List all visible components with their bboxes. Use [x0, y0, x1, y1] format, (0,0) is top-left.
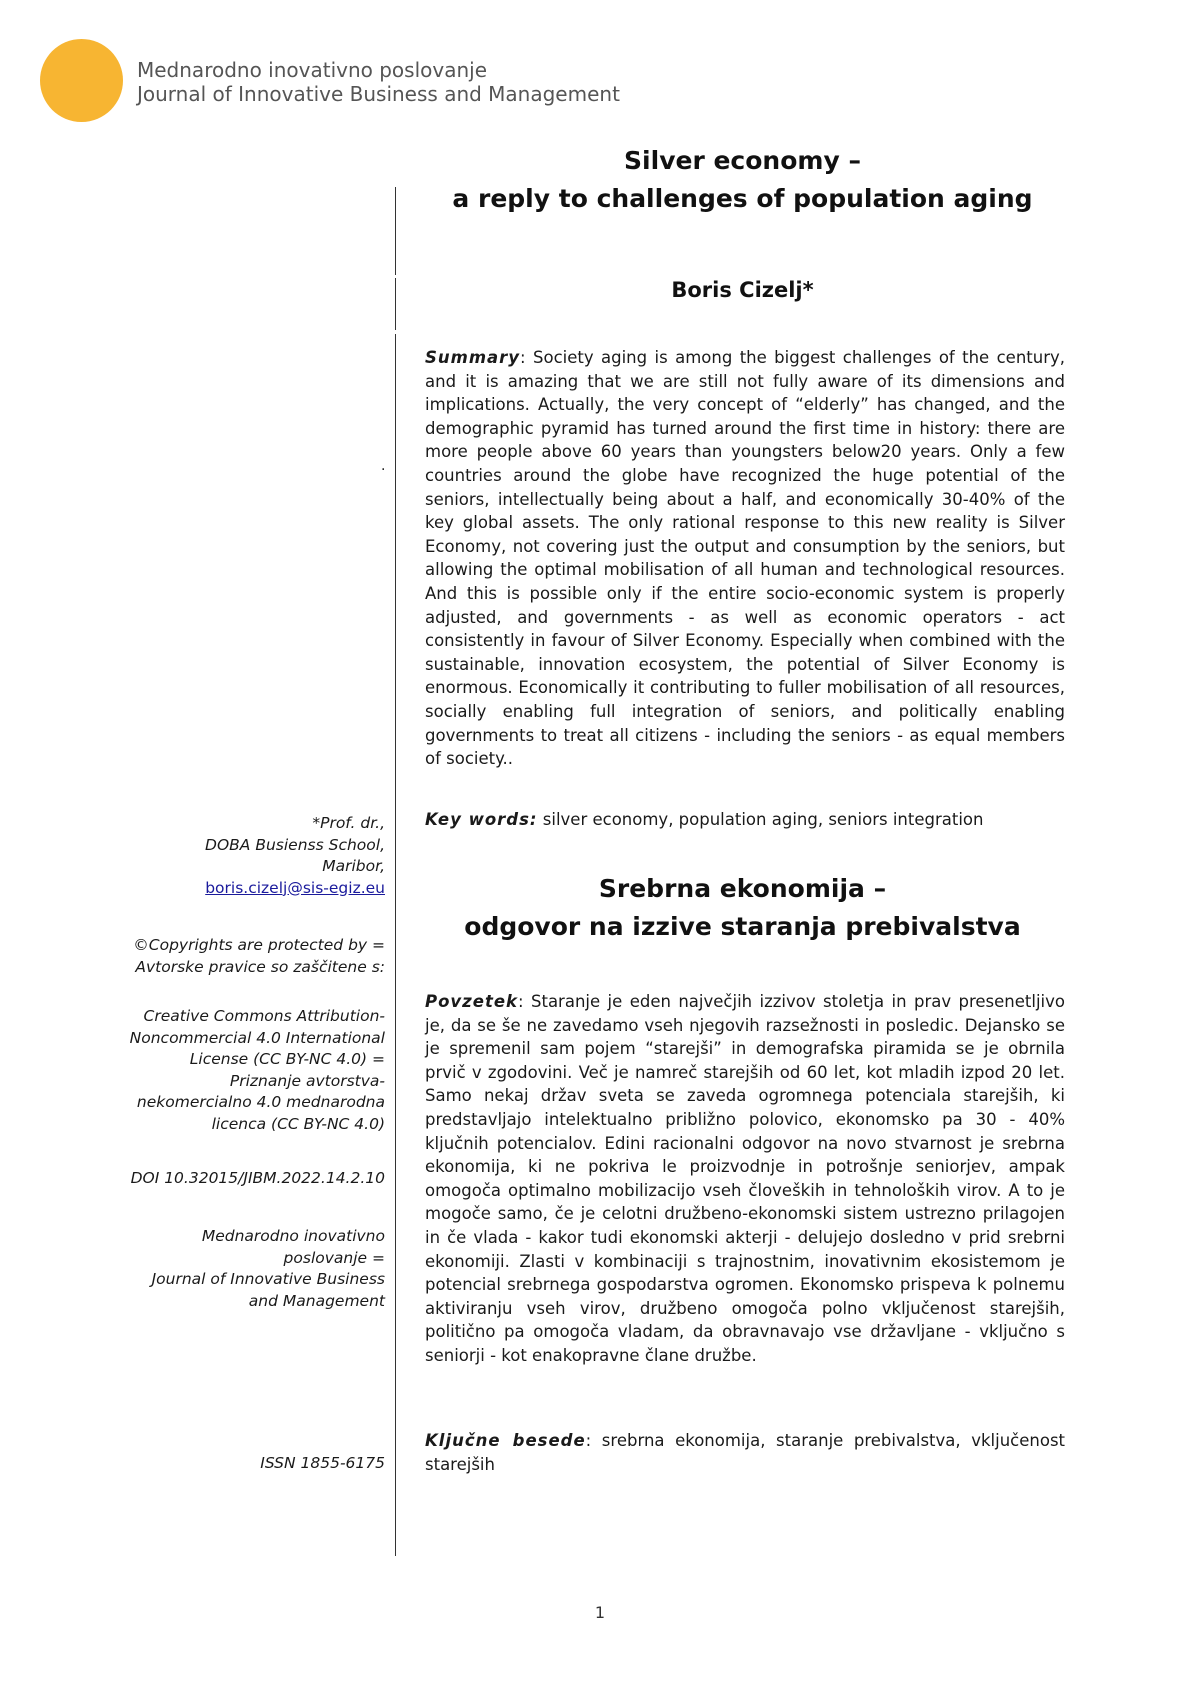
article-title-sl — [420, 870, 1065, 946]
affiliation-line: DOBA Busienss School, — [205, 835, 385, 854]
issn-note — [95, 1453, 385, 1475]
title-sl-line2: odgovor na izzive staranja prebivalstva — [464, 912, 1021, 941]
doi-note — [95, 1168, 385, 1190]
title-en-line2: a reply to challenges of population aging — [452, 184, 1033, 213]
license-line: Priznanje avtorstva- — [229, 1071, 385, 1090]
summary-label: Summary — [425, 348, 521, 367]
column-divider — [395, 334, 396, 1556]
journal-line: and Management — [248, 1291, 385, 1310]
license-line: Noncommercial 4.0 International — [129, 1028, 385, 1047]
title-en-line1: Silver economy – — [624, 146, 861, 175]
journal-line: poslovanje = — [283, 1248, 385, 1267]
license-line: nekomercialno 4.0 mednarodna — [136, 1093, 385, 1111]
copyright-line: ©Copyrights are protected by = — [133, 936, 385, 954]
journal-logo — [40, 39, 123, 122]
column-divider — [395, 187, 396, 275]
summary-text: : Society aging is among the biggest challenges of the century, and it is amazing that we are still not fully aware of its dimensions and implications. Actually, the very concept of “elderly” has changed, and the demographic pyramid has turned around the first time in history: there are more people above 60 years than youngsters below20 years. Only a few countries around the globe have recognized the huge potential of the seniors, intellectually being about a half, and economically 30-40% of the key global assets. The only rational response to this new reality is Silver Economy, not covering just the output and consumption by the seniors, but allowing the optimal mobilisation of all human and technological resources. And this is possible only if the entire socio-economic system is properly adjusted, and governments - as well as economic operators - act consistently in favour of Silver Economy. Especially when combined with the sustainable, innovation ecosystem, the potential of Silver Economy is enormous. Economically it contributing to fuller mobilisation of all resources, socially enabling full integration of seniors, and politically enabling governments to treat all citizens - including the seniors - as equal members of society.. — [425, 348, 1065, 769]
keywords-paragraph — [425, 808, 1065, 832]
journal-name-sl: Mednarodno inovativno poslovanje — [137, 58, 488, 82]
doi-text: DOI 10.32015/JIBM.2022.14.2.10 — [130, 1169, 385, 1187]
license-line: Creative Commons Attribution- — [143, 1007, 385, 1025]
kljucne-besede-paragraph — [425, 1429, 1065, 1476]
keywords-text: silver economy, population aging, seniors integration — [537, 810, 984, 829]
issn-text: ISSN 1855-6175 — [260, 1454, 385, 1472]
keywords-label: Key words: — [425, 810, 538, 829]
license-line: licenca (CC BY-NC 4.0) — [211, 1114, 385, 1133]
journal-line: Journal of Innovative Business — [151, 1270, 385, 1288]
license-line: License (CC BY-NC 4.0) = — [189, 1050, 385, 1068]
sidebar-dot: · — [381, 462, 386, 478]
column-divider — [395, 278, 396, 330]
journal-note — [95, 1226, 385, 1312]
affiliation-line: Maribor, — [322, 857, 385, 875]
article-title-en — [420, 142, 1065, 218]
title-sl-line1: Srebrna ekonomija – — [598, 874, 887, 903]
copyright-line: Avtorske pravice so zaščitene s: — [135, 957, 385, 976]
kljucne-besede-label: Ključne besede — [425, 1431, 586, 1450]
povzetek-text: : Staranje je eden največjih izzivov stoletja in prav presenetljivo je, da se še ne zavedamo vseh njegovih razsežnosti in posledic. Dejansko se je spremenil sam pojem “starejši” in demografska piramida se je obrnila prvič v zgodovini. Več je namreč starejših od 60 let, kot mladih izpod 20 let. Samo nekaj držav sveta se zaveda ogromnega potenciala starejših, ki predstavljajo intelektualno približno polovico, ekonomsko pa 30 - 40% ključnih potencialov. Edini racionalni odgovor na novo stvarnost je srebrna ekonomija, ki ne pokriva le proizvodnje in potrošnje seniorjev, ampak omogoča optimalno mobilizacijo vseh človeških in tehnoloških virov. A to je mogoče samo, če je celotni družbeno-ekonomski sistem ustrezno prilagojen in če vlada - kakor tudi ekonomski akterji - delujejo dosledno v prid srebrni ekonomiji. Zlasti v kombinaciji s trajnostnim, inovativnim ekosistemom je potencial srebrnega gospodarstva ogromen. Ekonomsko prispeva k polnemu aktiviranju vseh virov, družbeno omogoča polno vključenost starejših, politično pa omogoča vladam, da obravnavajo vse državljane - vključno s seniorji - kot enakopravne člane družbe. — [425, 992, 1065, 1365]
povzetek-paragraph — [425, 990, 1065, 1368]
author-affiliation — [95, 813, 385, 899]
journal-name-en: Journal of Innovative Business and Management — [137, 82, 620, 106]
summary-paragraph — [425, 346, 1065, 771]
kljucne-besede-text: : srebrna ekonomija, staranje prebivalstva, vključenost starejših — [425, 1431, 1066, 1474]
page-number: 1 — [594, 1603, 606, 1622]
license-note — [95, 1006, 385, 1135]
author-email-link[interactable]: boris.cizelj@sis-egiz.eu — [205, 878, 385, 897]
journal-name — [137, 58, 620, 106]
author-name: Boris Cizelj* — [671, 278, 814, 302]
journal-line: Mednarodno inovativno — [201, 1227, 385, 1245]
copyright-note — [95, 935, 385, 978]
affiliation-line: *Prof. dr., — [312, 814, 385, 832]
povzetek-label: Povzetek — [425, 992, 519, 1011]
